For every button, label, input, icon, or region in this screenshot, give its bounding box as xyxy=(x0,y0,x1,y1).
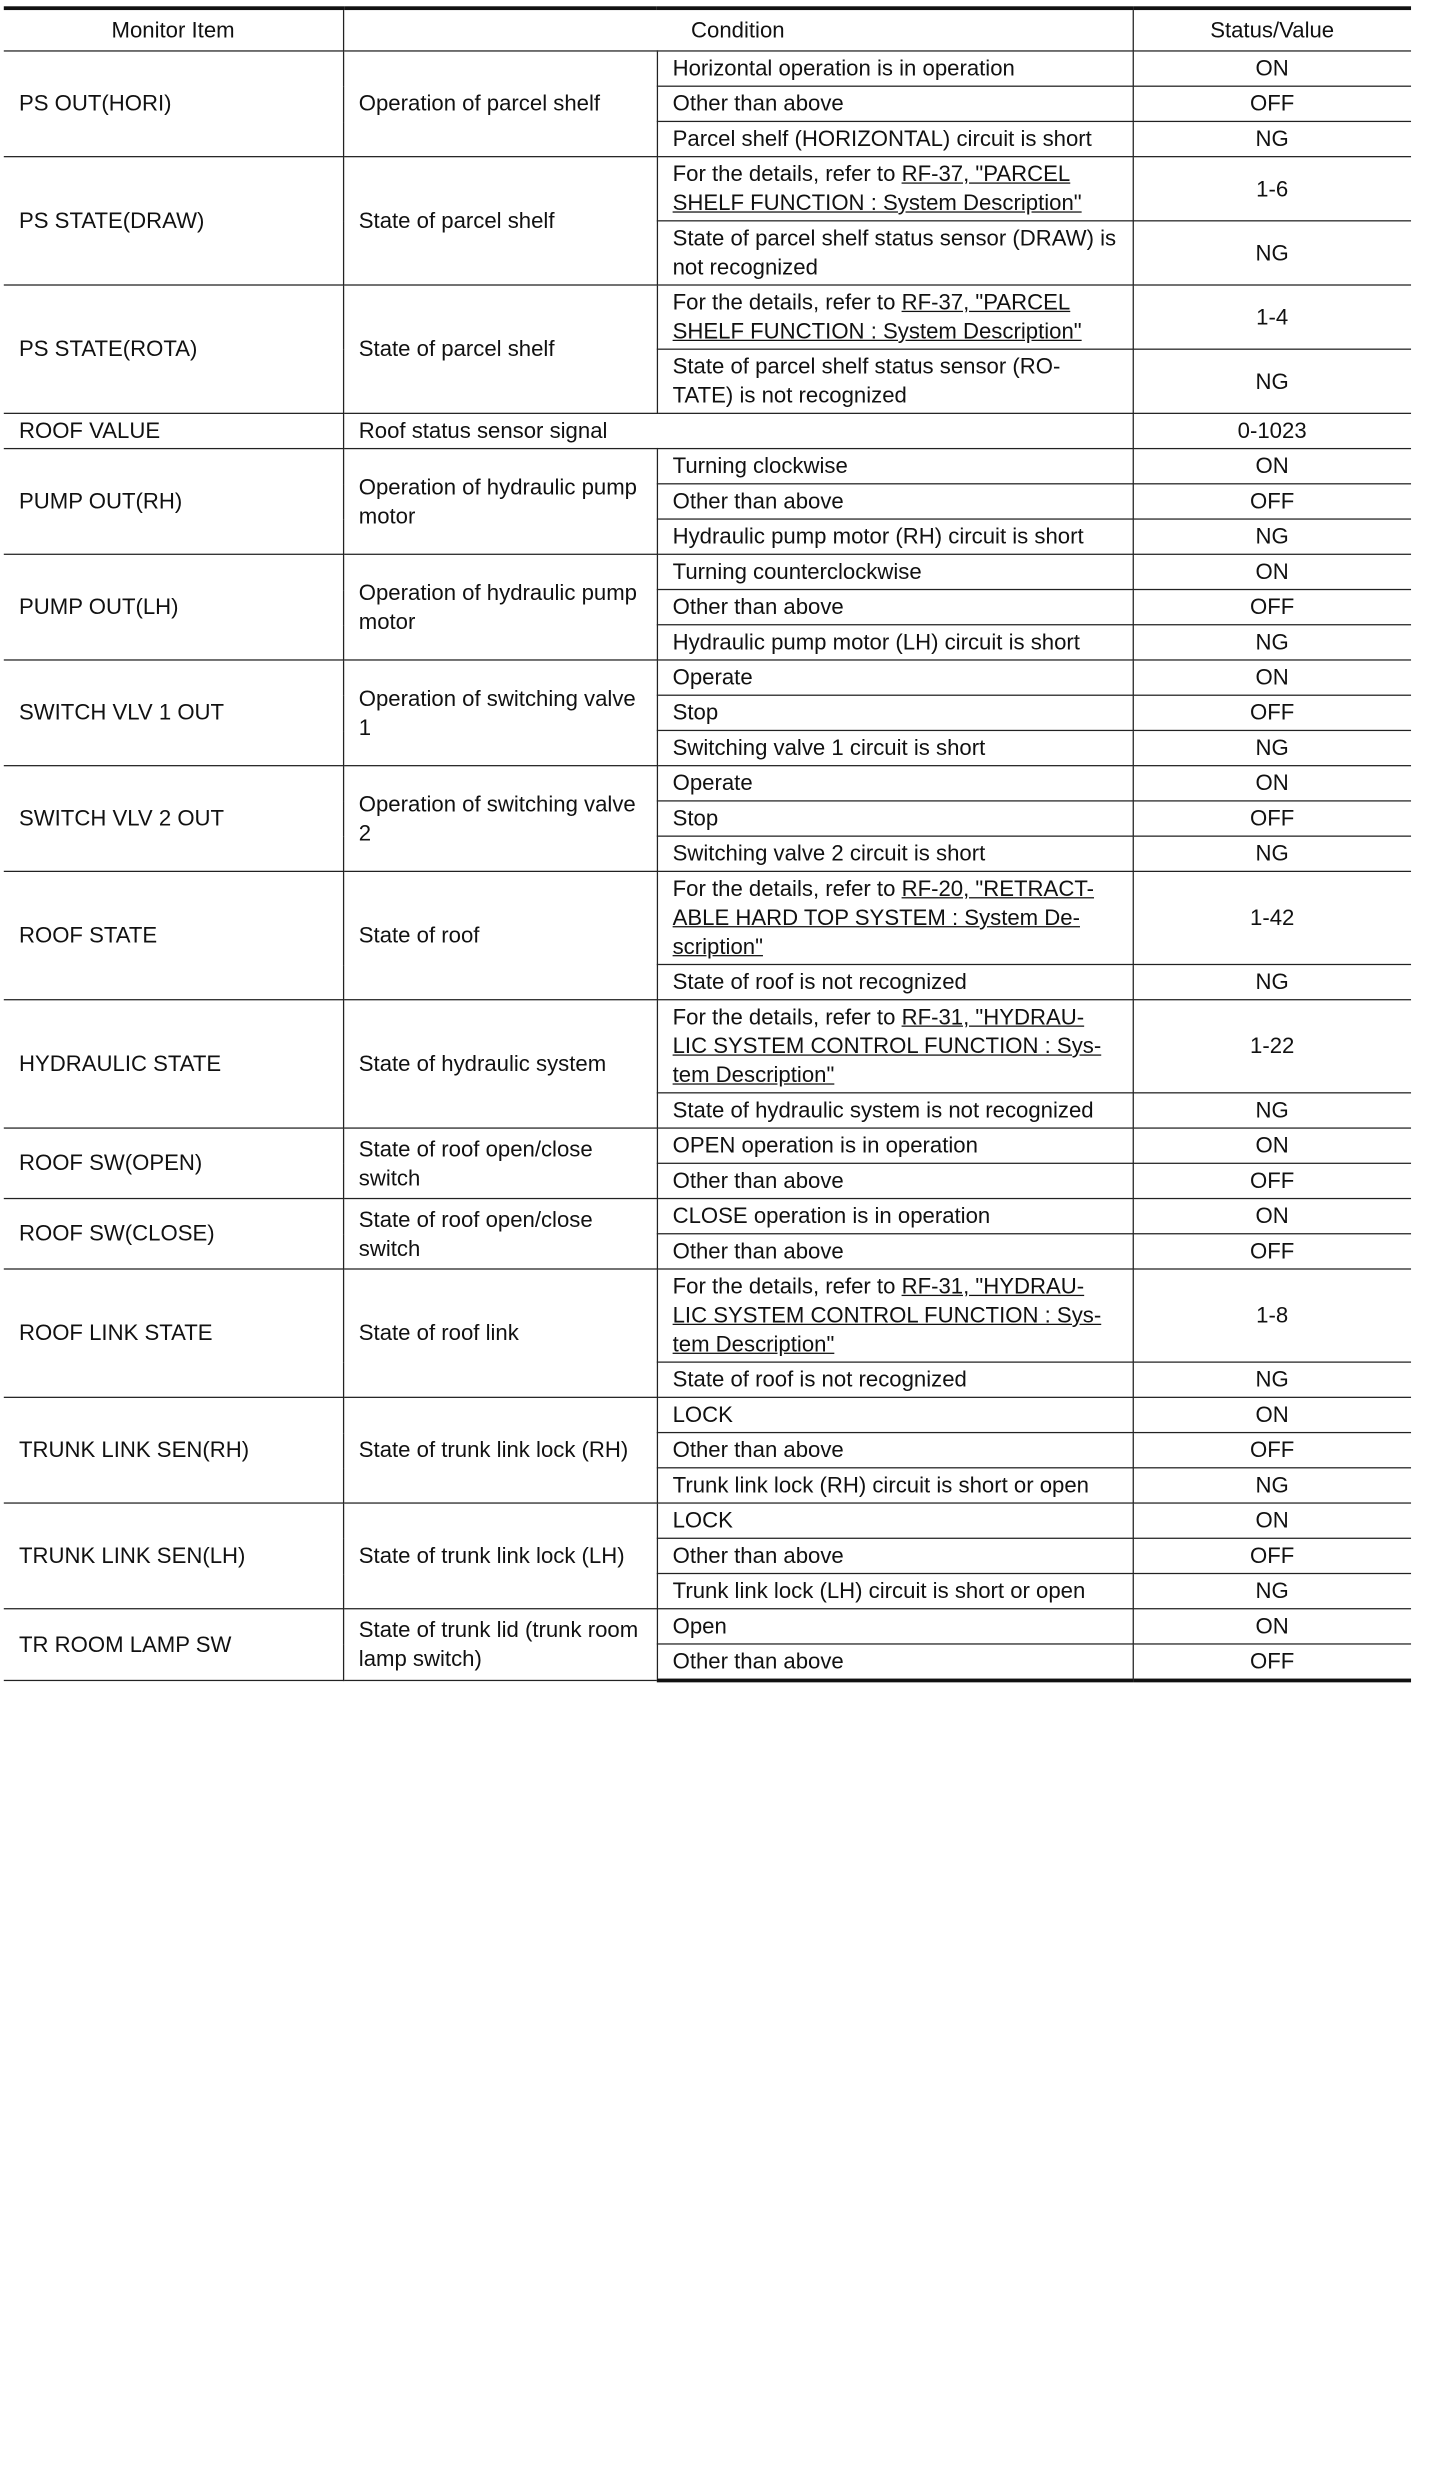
condition-detail-text: Operate xyxy=(672,770,753,796)
condition-detail-cell xyxy=(657,801,1133,836)
condition-cell: State of trunk lid (trunk room lamp switch) xyxy=(343,1609,657,1681)
status-value-cell: 1-42 xyxy=(1133,871,1411,964)
condition-detail-text: Turning counterclockwise xyxy=(672,558,922,584)
monitor-item-table xyxy=(4,6,1411,1682)
monitor-item-cell: PS STATE(ROTA) xyxy=(4,285,343,413)
condition-cell: State of hydraulic system xyxy=(343,1000,657,1128)
condition-detail-cell xyxy=(657,1538,1133,1573)
condition-detail-text: Other than above xyxy=(672,593,844,620)
monitor-item-cell: ROOF LINK STATE xyxy=(4,1269,343,1397)
condition-cell: State of parcel shelf xyxy=(343,157,657,285)
condition-detail-cell xyxy=(657,86,1133,121)
condition-detail-text: CLOSE operation is in operation xyxy=(672,1202,991,1229)
condition-detail-text: State of parcel shelf status sensor (RO-TATE) is not recognized xyxy=(672,353,1061,408)
status-value-cell: ON xyxy=(1133,554,1411,589)
condition-detail-text: Other than above xyxy=(672,1542,844,1568)
monitor-item-cell: HYDRAULIC STATE xyxy=(4,1000,343,1128)
condition-detail-cell xyxy=(657,1433,1133,1468)
condition-detail-cell xyxy=(657,157,1133,221)
condition-detail-text: Other than above xyxy=(672,1436,844,1463)
condition-detail-cell xyxy=(657,695,1133,730)
status-value-cell: ON xyxy=(1133,1128,1411,1163)
condition-detail-cell xyxy=(657,1000,1133,1093)
table-row xyxy=(4,766,1411,801)
monitor-item-cell: TRUNK LINK SEN(LH) xyxy=(4,1503,343,1609)
condition-detail-cell xyxy=(657,1609,1133,1644)
condition-detail-cell xyxy=(657,484,1133,519)
condition-cell: Operation of hydraulic pump motor xyxy=(343,554,657,660)
condition-cell: State of parcel shelf xyxy=(343,285,657,413)
condition-detail-cell xyxy=(657,1128,1133,1163)
monitor-item-cell: TRUNK LINK SEN(RH) xyxy=(4,1397,343,1503)
monitor-item-cell: ROOF SW(CLOSE) xyxy=(4,1199,343,1269)
condition-detail-text: Other than above xyxy=(672,488,844,514)
condition-detail-text: Turning clockwise xyxy=(672,452,848,479)
reference-link[interactable]: RF-20, "RETRACT-ABLE HARD TOP SYSTEM : System De-scription" xyxy=(672,875,1095,959)
condition-detail-cell xyxy=(657,1362,1133,1397)
condition-cell: State of roof open/close switch xyxy=(343,1128,657,1198)
condition-detail-text: For the details, refer to xyxy=(672,1273,902,1299)
status-value-cell: ON xyxy=(1133,766,1411,801)
status-value-cell: OFF xyxy=(1133,484,1411,519)
status-value-cell: ON xyxy=(1133,1397,1411,1432)
header-row xyxy=(4,8,1411,51)
header-condition: Condition xyxy=(343,8,1133,51)
status-value-cell: ON xyxy=(1133,449,1411,484)
header-status-value: Status/Value xyxy=(1133,8,1411,51)
status-value-cell: 0-1023 xyxy=(1133,413,1411,448)
condition-detail-text: State of hydraulic system is not recognized xyxy=(672,1097,1094,1123)
condition-cell: State of trunk link lock (RH) xyxy=(343,1397,657,1503)
status-value-cell: OFF xyxy=(1133,801,1411,836)
condition-detail-cell xyxy=(657,1163,1133,1198)
table-row xyxy=(4,1000,1411,1093)
status-value-cell: OFF xyxy=(1133,86,1411,121)
condition-detail-cell xyxy=(657,590,1133,625)
status-value-cell: NG xyxy=(1133,519,1411,554)
status-value-cell: NG xyxy=(1133,221,1411,285)
condition-detail-cell xyxy=(657,519,1133,554)
condition-cell: State of roof xyxy=(343,871,657,999)
status-value-cell: OFF xyxy=(1133,590,1411,625)
condition-detail-text: For the details, refer to xyxy=(672,289,902,315)
condition-detail-text: Other than above xyxy=(672,90,844,116)
monitor-item-cell: TR ROOM LAMP SW xyxy=(4,1609,343,1681)
condition-cell: State of roof open/close switch xyxy=(343,1199,657,1269)
table-row xyxy=(4,449,1411,484)
status-value-cell: NG xyxy=(1133,1093,1411,1128)
condition-detail-text: State of roof is not recognized xyxy=(672,1366,967,1392)
status-value-cell: NG xyxy=(1133,836,1411,871)
condition-detail-cell xyxy=(657,449,1133,484)
condition-detail-text: For the details, refer to xyxy=(672,161,902,187)
condition-detail-cell xyxy=(657,1397,1133,1432)
monitor-item-cell: ROOF SW(OPEN) xyxy=(4,1128,343,1198)
status-value-cell: ON xyxy=(1133,1199,1411,1234)
condition-detail-cell xyxy=(657,964,1133,999)
monitor-item-cell: PUMP OUT(RH) xyxy=(4,449,343,555)
monitor-item-cell: SWITCH VLV 2 OUT xyxy=(4,766,343,872)
reference-link[interactable]: RF-37, "PARCEL SHELF FUNCTION : System Description" xyxy=(672,289,1082,344)
condition-detail-text: Trunk link lock (LH) circuit is short or open xyxy=(672,1577,1086,1604)
monitor-item-cell: ROOF VALUE xyxy=(4,413,343,448)
status-value-cell: NG xyxy=(1133,1362,1411,1397)
condition-detail-cell xyxy=(657,51,1133,86)
condition-detail-text: For the details, refer to xyxy=(672,875,902,901)
monitor-item-cell: SWITCH VLV 1 OUT xyxy=(4,660,343,766)
condition-detail-text: LOCK xyxy=(672,1401,733,1427)
condition-detail-text: OPEN operation is in operation xyxy=(672,1132,978,1158)
reference-link[interactable]: RF-37, "PARCEL SHELF FUNCTION : System Description" xyxy=(672,161,1082,216)
condition-detail-text: Switching valve 2 circuit is short xyxy=(672,840,986,866)
status-value-cell: 1-22 xyxy=(1133,1000,1411,1093)
condition-detail-text: Stop xyxy=(672,805,719,831)
condition-detail-cell xyxy=(657,1234,1133,1269)
table-row xyxy=(4,660,1411,695)
monitor-item-cell: PS STATE(DRAW) xyxy=(4,157,343,285)
header-monitor-item: Monitor Item xyxy=(4,8,343,51)
status-value-cell: ON xyxy=(1133,660,1411,695)
status-value-cell: OFF xyxy=(1133,1433,1411,1468)
condition-detail-cell xyxy=(657,871,1133,964)
condition-detail-cell xyxy=(657,121,1133,156)
status-value-cell: NG xyxy=(1133,121,1411,156)
condition-detail-cell xyxy=(657,1093,1133,1128)
condition-detail-text: Hydraulic pump motor (LH) circuit is short xyxy=(672,629,1080,655)
status-value-cell: OFF xyxy=(1133,1644,1411,1680)
monitor-item-cell: ROOF STATE xyxy=(4,871,343,999)
condition-detail-text: Trunk link lock (RH) circuit is short or open xyxy=(672,1472,1090,1498)
condition-detail-cell xyxy=(657,1503,1133,1538)
condition-cell: State of roof link xyxy=(343,1269,657,1397)
status-value-cell: NG xyxy=(1133,1468,1411,1503)
condition-detail-text: Hydraulic pump motor (RH) circuit is short xyxy=(672,523,1084,549)
monitor-item-cell: PUMP OUT(LH) xyxy=(4,554,343,660)
table-row xyxy=(4,1128,1411,1163)
condition-detail-text: Parcel shelf (HORIZONTAL) circuit is short xyxy=(672,125,1092,151)
reference-link[interactable]: RF-31, "HYDRAU-LIC SYSTEM CONTROL FUNCTION : Sys-tem Description" xyxy=(672,1273,1102,1357)
table-row xyxy=(4,871,1411,964)
status-value-cell: 1-6 xyxy=(1133,157,1411,221)
table-row xyxy=(4,554,1411,589)
status-value-cell: NG xyxy=(1133,1574,1411,1609)
status-value-cell: OFF xyxy=(1133,1234,1411,1269)
status-value-cell: 1-4 xyxy=(1133,285,1411,349)
reference-link[interactable]: RF-31, "HYDRAU-LIC SYSTEM CONTROL FUNCTION : Sys-tem Description" xyxy=(672,1004,1102,1088)
condition-detail-cell xyxy=(657,554,1133,589)
table-row xyxy=(4,1269,1411,1362)
monitor-item-cell: PS OUT(HORI) xyxy=(4,51,343,157)
condition-detail-cell xyxy=(657,1468,1133,1503)
condition-detail-cell xyxy=(657,221,1133,285)
condition-detail-text: LOCK xyxy=(672,1507,733,1533)
condition-detail-text: Other than above xyxy=(672,1167,844,1193)
condition-detail-cell xyxy=(657,1574,1133,1609)
condition-detail-cell xyxy=(657,1644,1133,1680)
condition-detail-text: State of parcel shelf status sensor (DRAW) is not recognized xyxy=(672,225,1117,280)
status-value-cell: 1-8 xyxy=(1133,1269,1411,1362)
status-value-cell: NG xyxy=(1133,964,1411,999)
condition-detail-cell xyxy=(657,766,1133,801)
table-body xyxy=(4,51,1411,1680)
table-row xyxy=(4,1609,1411,1644)
condition-cell: Operation of switching valve 1 xyxy=(343,660,657,766)
condition-detail-cell xyxy=(657,349,1133,413)
condition-detail-cell xyxy=(657,1199,1133,1234)
condition-detail-text: For the details, refer to xyxy=(672,1004,902,1030)
condition-detail-cell xyxy=(657,730,1133,765)
table-row xyxy=(4,1199,1411,1234)
condition-cell: Operation of hydraulic pump motor xyxy=(343,449,657,555)
status-value-cell: NG xyxy=(1133,349,1411,413)
condition-detail-text: Switching valve 1 circuit is short xyxy=(672,734,986,761)
status-value-cell: ON xyxy=(1133,51,1411,86)
condition-detail-text: Operate xyxy=(672,664,753,690)
condition-detail-text: Other than above xyxy=(672,1648,844,1674)
condition-detail-text: Stop xyxy=(672,699,719,725)
condition-detail-cell xyxy=(657,836,1133,871)
condition-detail-text: Horizontal operation is in operation xyxy=(672,55,1015,81)
status-value-cell: ON xyxy=(1133,1609,1411,1644)
condition-cell: Operation of switching valve 2 xyxy=(343,766,657,872)
status-value-cell: OFF xyxy=(1133,1538,1411,1573)
status-value-cell: ON xyxy=(1133,1503,1411,1538)
condition-detail-text: Other than above xyxy=(672,1238,844,1264)
table-row xyxy=(4,285,1411,349)
condition-detail-text: Open xyxy=(672,1613,727,1639)
condition-detail-cell xyxy=(657,660,1133,695)
table-row xyxy=(4,413,1411,448)
status-value-cell: NG xyxy=(1133,730,1411,765)
condition-cell: Operation of parcel shelf xyxy=(343,51,657,157)
status-value-cell: OFF xyxy=(1133,1163,1411,1198)
condition-cell: Roof status sensor signal xyxy=(343,413,1133,448)
status-value-cell: NG xyxy=(1133,625,1411,660)
table-row xyxy=(4,1503,1411,1538)
condition-detail-cell xyxy=(657,1269,1133,1362)
condition-detail-cell xyxy=(657,625,1133,660)
condition-detail-cell xyxy=(657,285,1133,349)
table-row xyxy=(4,157,1411,221)
condition-cell: State of trunk link lock (LH) xyxy=(343,1503,657,1609)
table-row xyxy=(4,51,1411,86)
table-row xyxy=(4,1397,1411,1432)
condition-detail-text: State of roof is not recognized xyxy=(672,968,967,995)
status-value-cell: OFF xyxy=(1133,695,1411,730)
